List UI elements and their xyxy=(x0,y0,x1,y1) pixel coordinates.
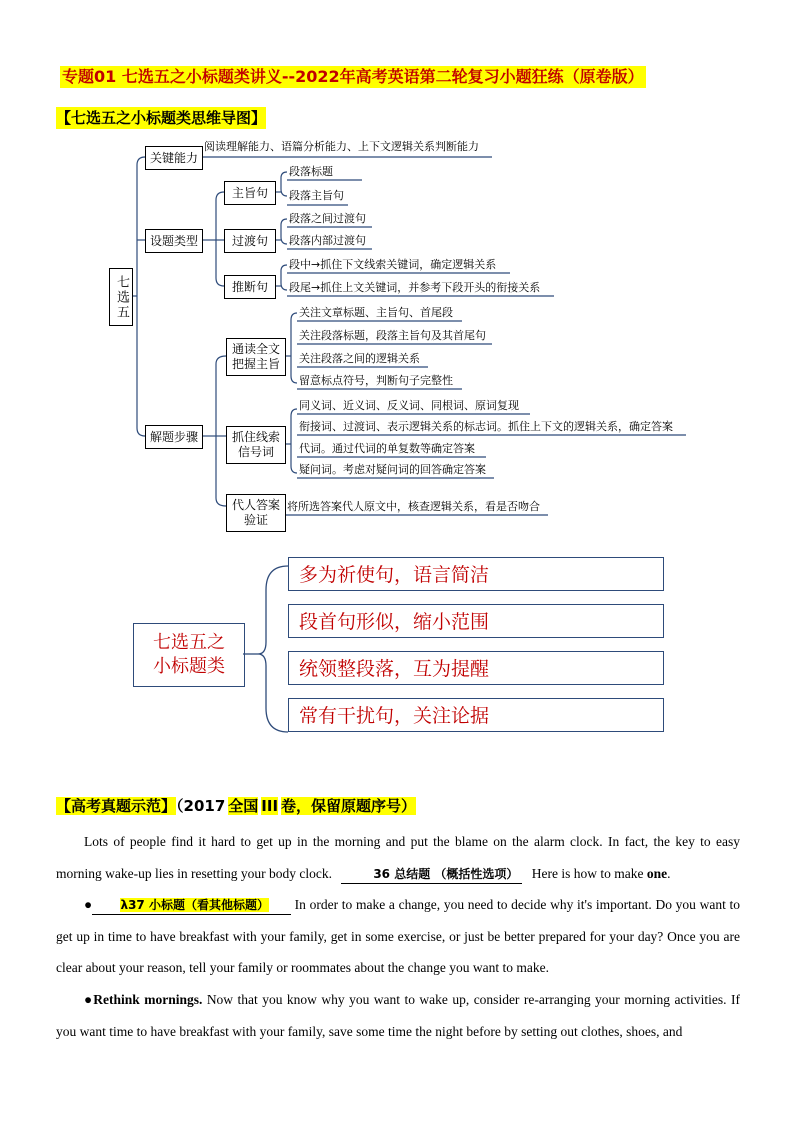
mindmap-leaf: 将所选答案代人原文中，核查逻辑关系，看是否吻合 xyxy=(287,500,540,513)
mindmap-root xyxy=(109,268,133,326)
mindmap-leaf: 关注段落标题，段落主旨句及其首尾句 xyxy=(299,329,486,342)
node-line: 通读全文 xyxy=(231,342,280,356)
mindmap-node-verify xyxy=(226,494,286,532)
mindmap-leaf: 段尾→抓住上文关键词，并参考下段开头的衔接关系 xyxy=(289,281,541,294)
mindmap-leaf: 段中→抓住下文线索关键词，确定逻辑关系 xyxy=(289,258,497,271)
exam-heading xyxy=(56,795,416,817)
exam-heading-part: 【高考真题示范】 xyxy=(56,797,177,815)
exam-heading-part: （2017 xyxy=(176,797,226,815)
summary-root-line: 七选五之 xyxy=(153,632,225,653)
mindmap-leaf: 段落标题 xyxy=(289,165,333,178)
mindmap-node-types: 设题类型 xyxy=(145,229,203,253)
mindmap-heading: 【七选五之小标题类思维导图】 xyxy=(56,109,267,127)
mindmap-leaf: 段落之间过渡句 xyxy=(289,212,366,225)
mindmap-leaf: 代词。通过代词的单复数等确定答案 xyxy=(299,442,475,455)
bullet: ● xyxy=(84,992,94,1007)
mindmap-leaf: 关注文章标题、主旨句、首尾段 xyxy=(299,306,453,319)
mindmap-node-inference: 推断句 xyxy=(224,275,276,299)
mindmap-node-main-idea: 主旨句 xyxy=(224,181,276,205)
exam-heading-part: 卷，保留原题序号） xyxy=(281,797,417,815)
summary-root-line: 小标题类 xyxy=(153,656,225,677)
summary-root xyxy=(133,623,245,687)
answer-blank-37: λ37 小标题（看其他标题） xyxy=(120,898,269,912)
mindmap-leaf: 关注段落之间的逻辑关系 xyxy=(299,352,420,365)
paragraph-text: Lots of people find it hard to get up in the morning and put the blame on the alarm clock. In fact, the key to easy morning wake-up lies in resetting your body clock. xyxy=(56,834,740,881)
summary-point: 统领整段落，互为提醒 xyxy=(288,651,664,685)
node-line: 验证 xyxy=(243,513,268,527)
exam-heading-part: III xyxy=(261,797,279,815)
mindmap-node-read-through xyxy=(226,338,286,376)
answer-blank-36: 36 总结题 （概括性选项） xyxy=(341,865,522,884)
bold-word: one xyxy=(646,865,668,881)
node-line: 代人答案 xyxy=(231,498,280,512)
summary-point: 多为祈使句，语言简洁 xyxy=(288,557,664,591)
mindmap-node-clue-words xyxy=(226,426,286,464)
passage-paragraph-1 xyxy=(56,826,740,889)
subheading: Rethink mornings. xyxy=(93,992,203,1007)
paragraph-text: In order to make a change, you need to decide why it's important. Do you want to get up in time to have breakfast with your family, get in some exercise, or just be better prepared for your day? Once you are clear about your reason, tell your family or roommates about the change you want to make. xyxy=(56,897,741,975)
passage-paragraph-3 xyxy=(56,984,740,1047)
node-line: 把握主旨 xyxy=(231,357,280,371)
paragraph-text: Now that you know why you want to wake up, consider re-arranging your morning activities. If you want time to have breakfast with your family, save some time the night before by setting out clothes, shoes, and xyxy=(56,992,740,1039)
document-title: 专题01 七选五之小标题类讲义--2022年高考英语第二轮复习小题狂练（原卷版） xyxy=(62,67,644,86)
summary-point: 段首句形似，缩小范围 xyxy=(288,604,664,638)
mindmap-leaf: 同义词、近义词、反义词、同根词、原词复现 xyxy=(299,399,519,412)
mindmap-leaf: 段落主旨句 xyxy=(289,189,344,202)
mindmap-leaf: 段落内部过渡句 xyxy=(289,234,366,247)
node-line: 信号词 xyxy=(237,445,274,459)
summary-point: 常有干扰句，关注论据 xyxy=(288,698,664,732)
passage-paragraph-2 xyxy=(56,889,740,984)
mindmap-leaf: 留意标点符号，判断句子完整性 xyxy=(299,374,453,387)
mindmap-leaf-ability: 阅读理解能力、语篇分析能力、上下文逻辑关系判断能力 xyxy=(204,140,479,153)
mindmap-leaf: 疑问词。考虑对疑问词的回答确定答案 xyxy=(299,463,486,476)
paragraph-text: . xyxy=(667,865,671,881)
bullet: ● xyxy=(84,897,93,912)
mindmap-node-ability: 关键能力 xyxy=(145,146,203,170)
mindmap-node-steps: 解题步骤 xyxy=(145,425,203,449)
mindmap-root-label: 七选五 xyxy=(114,274,129,320)
mindmap-node-transition: 过渡句 xyxy=(224,229,276,253)
exam-heading-part: 全国 xyxy=(228,797,259,815)
paragraph-text: Here is how to make xyxy=(531,865,644,881)
mindmap-leaf: 衔接词、过渡词、表示逻辑关系的标志词。抓住上下文的逻辑关系，确定答案 xyxy=(299,420,673,433)
node-line: 抓住线索 xyxy=(231,430,280,444)
